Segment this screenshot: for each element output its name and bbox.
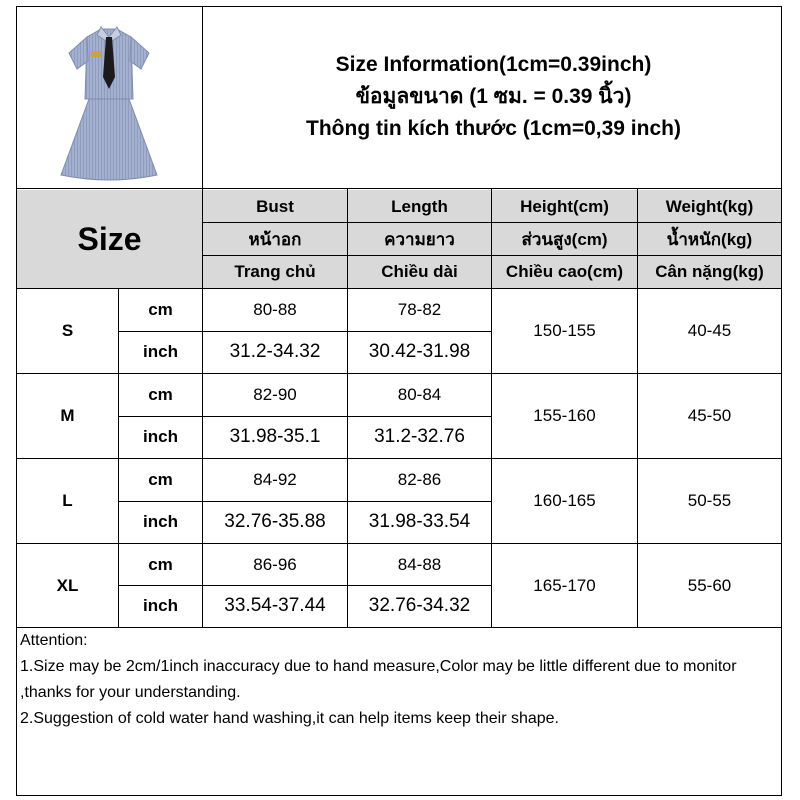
bust-inch: 32.76-35.88 — [224, 511, 326, 532]
length-cm: 80-84 — [397, 385, 442, 404]
size-s: S — [61, 321, 74, 340]
attention-note-1: 1.Size may be 2cm/1inch inaccuracy due to hand measure,Color may be little different due to monitor ,thanks for your understanding. — [20, 658, 737, 701]
attention-note-2: 2.Suggestion of cold water hand washing,it can help items keep their shape. — [20, 710, 559, 727]
col-height-th: ส่วนสูง(cm) — [492, 223, 637, 255]
col-weight-th: น้ำหนัก(kg) — [638, 223, 781, 255]
title-english: Size Information(1cm=0.39inch) — [335, 52, 652, 76]
unit-inch: inch — [143, 342, 178, 361]
grid-line — [347, 188, 348, 628]
col-length-en: Length — [348, 190, 491, 223]
weight-range: 40-45 — [687, 321, 732, 340]
grid-line — [119, 331, 492, 332]
col-bust-th: หน้าอก — [203, 223, 347, 255]
attention-heading: Attention: — [20, 632, 88, 649]
unit-inch: inch — [143, 512, 178, 531]
weight-range: 55-60 — [687, 575, 732, 595]
size-l: L — [62, 491, 73, 510]
title-vietnamese: Thông tin kích thước (1cm=0,39 inch) — [306, 116, 681, 140]
bust-inch: 31.2-34.32 — [229, 341, 321, 362]
bust-cm: 84-92 — [253, 470, 297, 489]
unit-cm: cm — [148, 470, 173, 489]
grid-line — [119, 585, 492, 586]
grid-line — [17, 188, 782, 189]
grid-line — [202, 6, 203, 628]
length-cm: 84-88 — [397, 554, 442, 574]
length-cm: 82-86 — [397, 470, 442, 489]
size-xl: XL — [56, 575, 79, 595]
unit-inch: inch — [143, 427, 178, 446]
unit-cm: cm — [148, 554, 173, 574]
grid-line — [118, 288, 119, 628]
grid-line — [119, 501, 492, 502]
grid-line — [203, 255, 782, 256]
length-cm: 78-82 — [397, 300, 442, 319]
grid-line — [119, 416, 492, 417]
grid-line — [491, 188, 492, 628]
bust-cm: 86-96 — [253, 554, 297, 574]
size-m: M — [60, 406, 75, 425]
col-weight-en: Weight(kg) — [638, 190, 781, 223]
weight-range: 45-50 — [687, 406, 732, 425]
col-height-en: Height(cm) — [492, 190, 637, 223]
grid-line — [17, 373, 782, 374]
col-bust-en: Bust — [203, 190, 347, 223]
attention-notes — [20, 628, 780, 732]
length-inch: 31.98-33.54 — [368, 511, 471, 532]
height-range: 160-165 — [533, 491, 596, 510]
unit-cm: cm — [148, 385, 173, 404]
height-range: 155-160 — [533, 406, 596, 425]
grid-line — [17, 458, 782, 459]
height-range: 150-155 — [533, 321, 596, 340]
bust-inch: 33.54-37.44 — [224, 595, 326, 616]
col-length-vi: Chiều dài — [348, 255, 491, 288]
unit-inch: inch — [143, 596, 178, 615]
bust-cm: 80-88 — [253, 300, 297, 319]
dress-image — [17, 7, 202, 187]
length-inch: 31.2-32.76 — [374, 426, 465, 447]
bust-inch: 31.98-35.1 — [229, 426, 321, 447]
grid-line — [17, 543, 782, 544]
size-header-cell — [17, 190, 202, 288]
bust-cm: 82-90 — [253, 385, 297, 404]
weight-range: 50-55 — [687, 491, 732, 510]
size-information-title — [205, 6, 782, 187]
product-photo — [17, 7, 202, 187]
length-inch: 30.42-31.98 — [368, 341, 471, 362]
height-range: 165-170 — [533, 575, 596, 595]
col-bust-vi: Trang chủ — [203, 255, 347, 288]
size-label: Size — [77, 220, 142, 257]
col-height-vi: Chiều cao(cm) — [492, 255, 637, 288]
grid-line — [637, 188, 638, 628]
title-thai: ข้อมูลขนาด (1 ซม. = 0.39 นิ้ว) — [355, 84, 632, 108]
grid-line — [203, 222, 782, 223]
col-weight-vi: Cân nặng(kg) — [638, 255, 781, 288]
grid-line — [17, 288, 782, 289]
unit-cm: cm — [148, 300, 173, 319]
length-inch: 32.76-34.32 — [368, 595, 471, 616]
col-length-th: ความยาว — [348, 223, 491, 255]
